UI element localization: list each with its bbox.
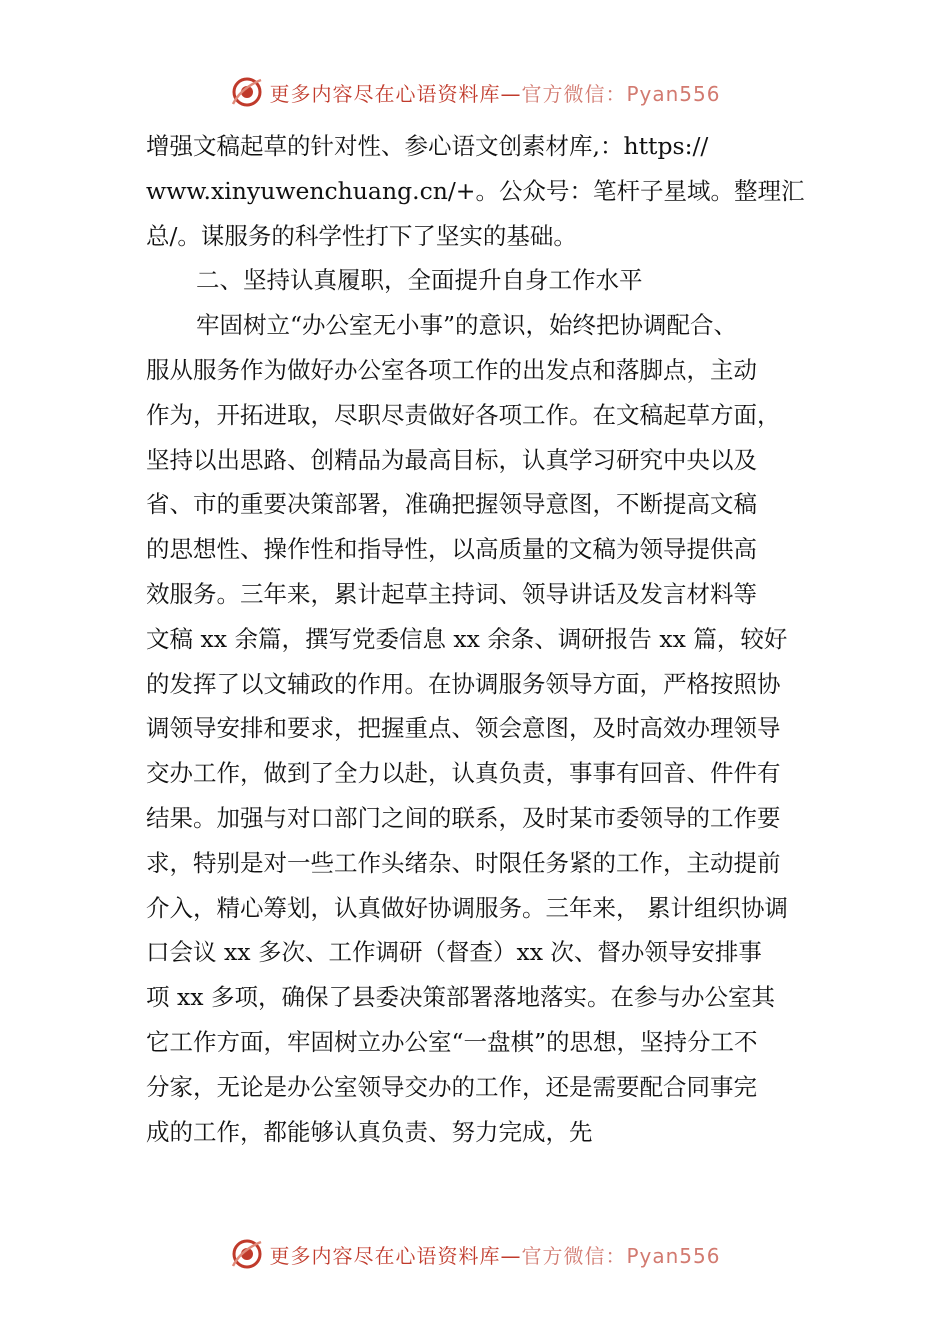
text-line: 交办工作，做到了全力以赴，认真负责，事事有回音、件件有 [146, 759, 781, 788]
text-line: 结果。加强与对口部门之间的联系，及时某市委领导的工作要 [146, 803, 781, 832]
text-line: 它工作方面，牢固树立办公室“一盘棋”的思想，坚持分工不 [146, 1027, 758, 1056]
logo-icon [229, 1236, 265, 1272]
text-line: 作为，开拓进取，尽职尽责做好各项工作。在文稿起草方面， [146, 400, 781, 429]
text-line: 增强文稿起草的针对性、参心语文创素材库,：https:// [146, 132, 709, 160]
text-line: 牢固树立“办公室无小事”的意识，始终把协调配合、 [196, 311, 738, 340]
text-line: 坚持以出思路、创精品为最高目标，认真学习研究中央以及 [146, 445, 757, 474]
text-line: www.xinyuwenchuang.cn/+。公众号：笔杆子星域。整理汇 [146, 176, 805, 205]
text-line: 省、市的重要决策部署，准确把握领导意图，不断提高文稿 [146, 490, 757, 519]
text-line: 的思想性、操作性和指导性，以高质量的文稿为领导提供高 [146, 535, 757, 564]
text-line: 服从服务作为做好办公室各项工作的出发点和落脚点，主动 [146, 355, 757, 384]
text-line: 介入，精心筹划，认真做好协调服务。三年来， 累计组织协调 [146, 893, 788, 922]
text-line: 的发挥了以文辅政的作用。在协调服务领导方面，严格按照协 [146, 669, 781, 698]
text-line: 分家，无论是办公室领导交办的工作，还是需要配合同事完 [146, 1072, 757, 1101]
text-line: 文稿 xx 余篇，撰写党委信息 xx 余条、调研报告 xx 篇，较好 [146, 624, 788, 653]
footer-banner [0, 1232, 950, 1276]
text-line: 调领导安排和要求，把握重点、领会意图，及时高效办理领导 [146, 714, 781, 743]
document-body [146, 124, 826, 1154]
text-line: 口会议 xx 多次、工作调研（督查）xx 次、督办领导安排事 [146, 938, 762, 967]
section-heading: 二、坚持认真履职，全面提升自身工作水平 [196, 266, 643, 295]
text-line: 总/。谋服务的科学性打下了坚实的基础。 [146, 221, 577, 250]
header-banner [0, 70, 950, 114]
text-line: 成的工作，都能够认真负责、努力完成，先 [146, 1117, 593, 1146]
text-line: 项 xx 多项，确保了县委决策部署落地落实。在参与办公室其 [146, 983, 775, 1012]
banner-text: 更多内容尽在心语资料库—官方微信：Pyan556 [269, 1243, 721, 1268]
text-line: 效服务。三年来，累计起草主持词、领导讲话及发言材料等 [146, 579, 757, 608]
logo-icon [229, 74, 265, 110]
banner-text: 更多内容尽在心语资料库—官方微信：Pyan556 [269, 81, 721, 106]
text-line: 求，特别是对一些工作头绪杂、时限任务紧的工作，主动提前 [146, 848, 781, 877]
